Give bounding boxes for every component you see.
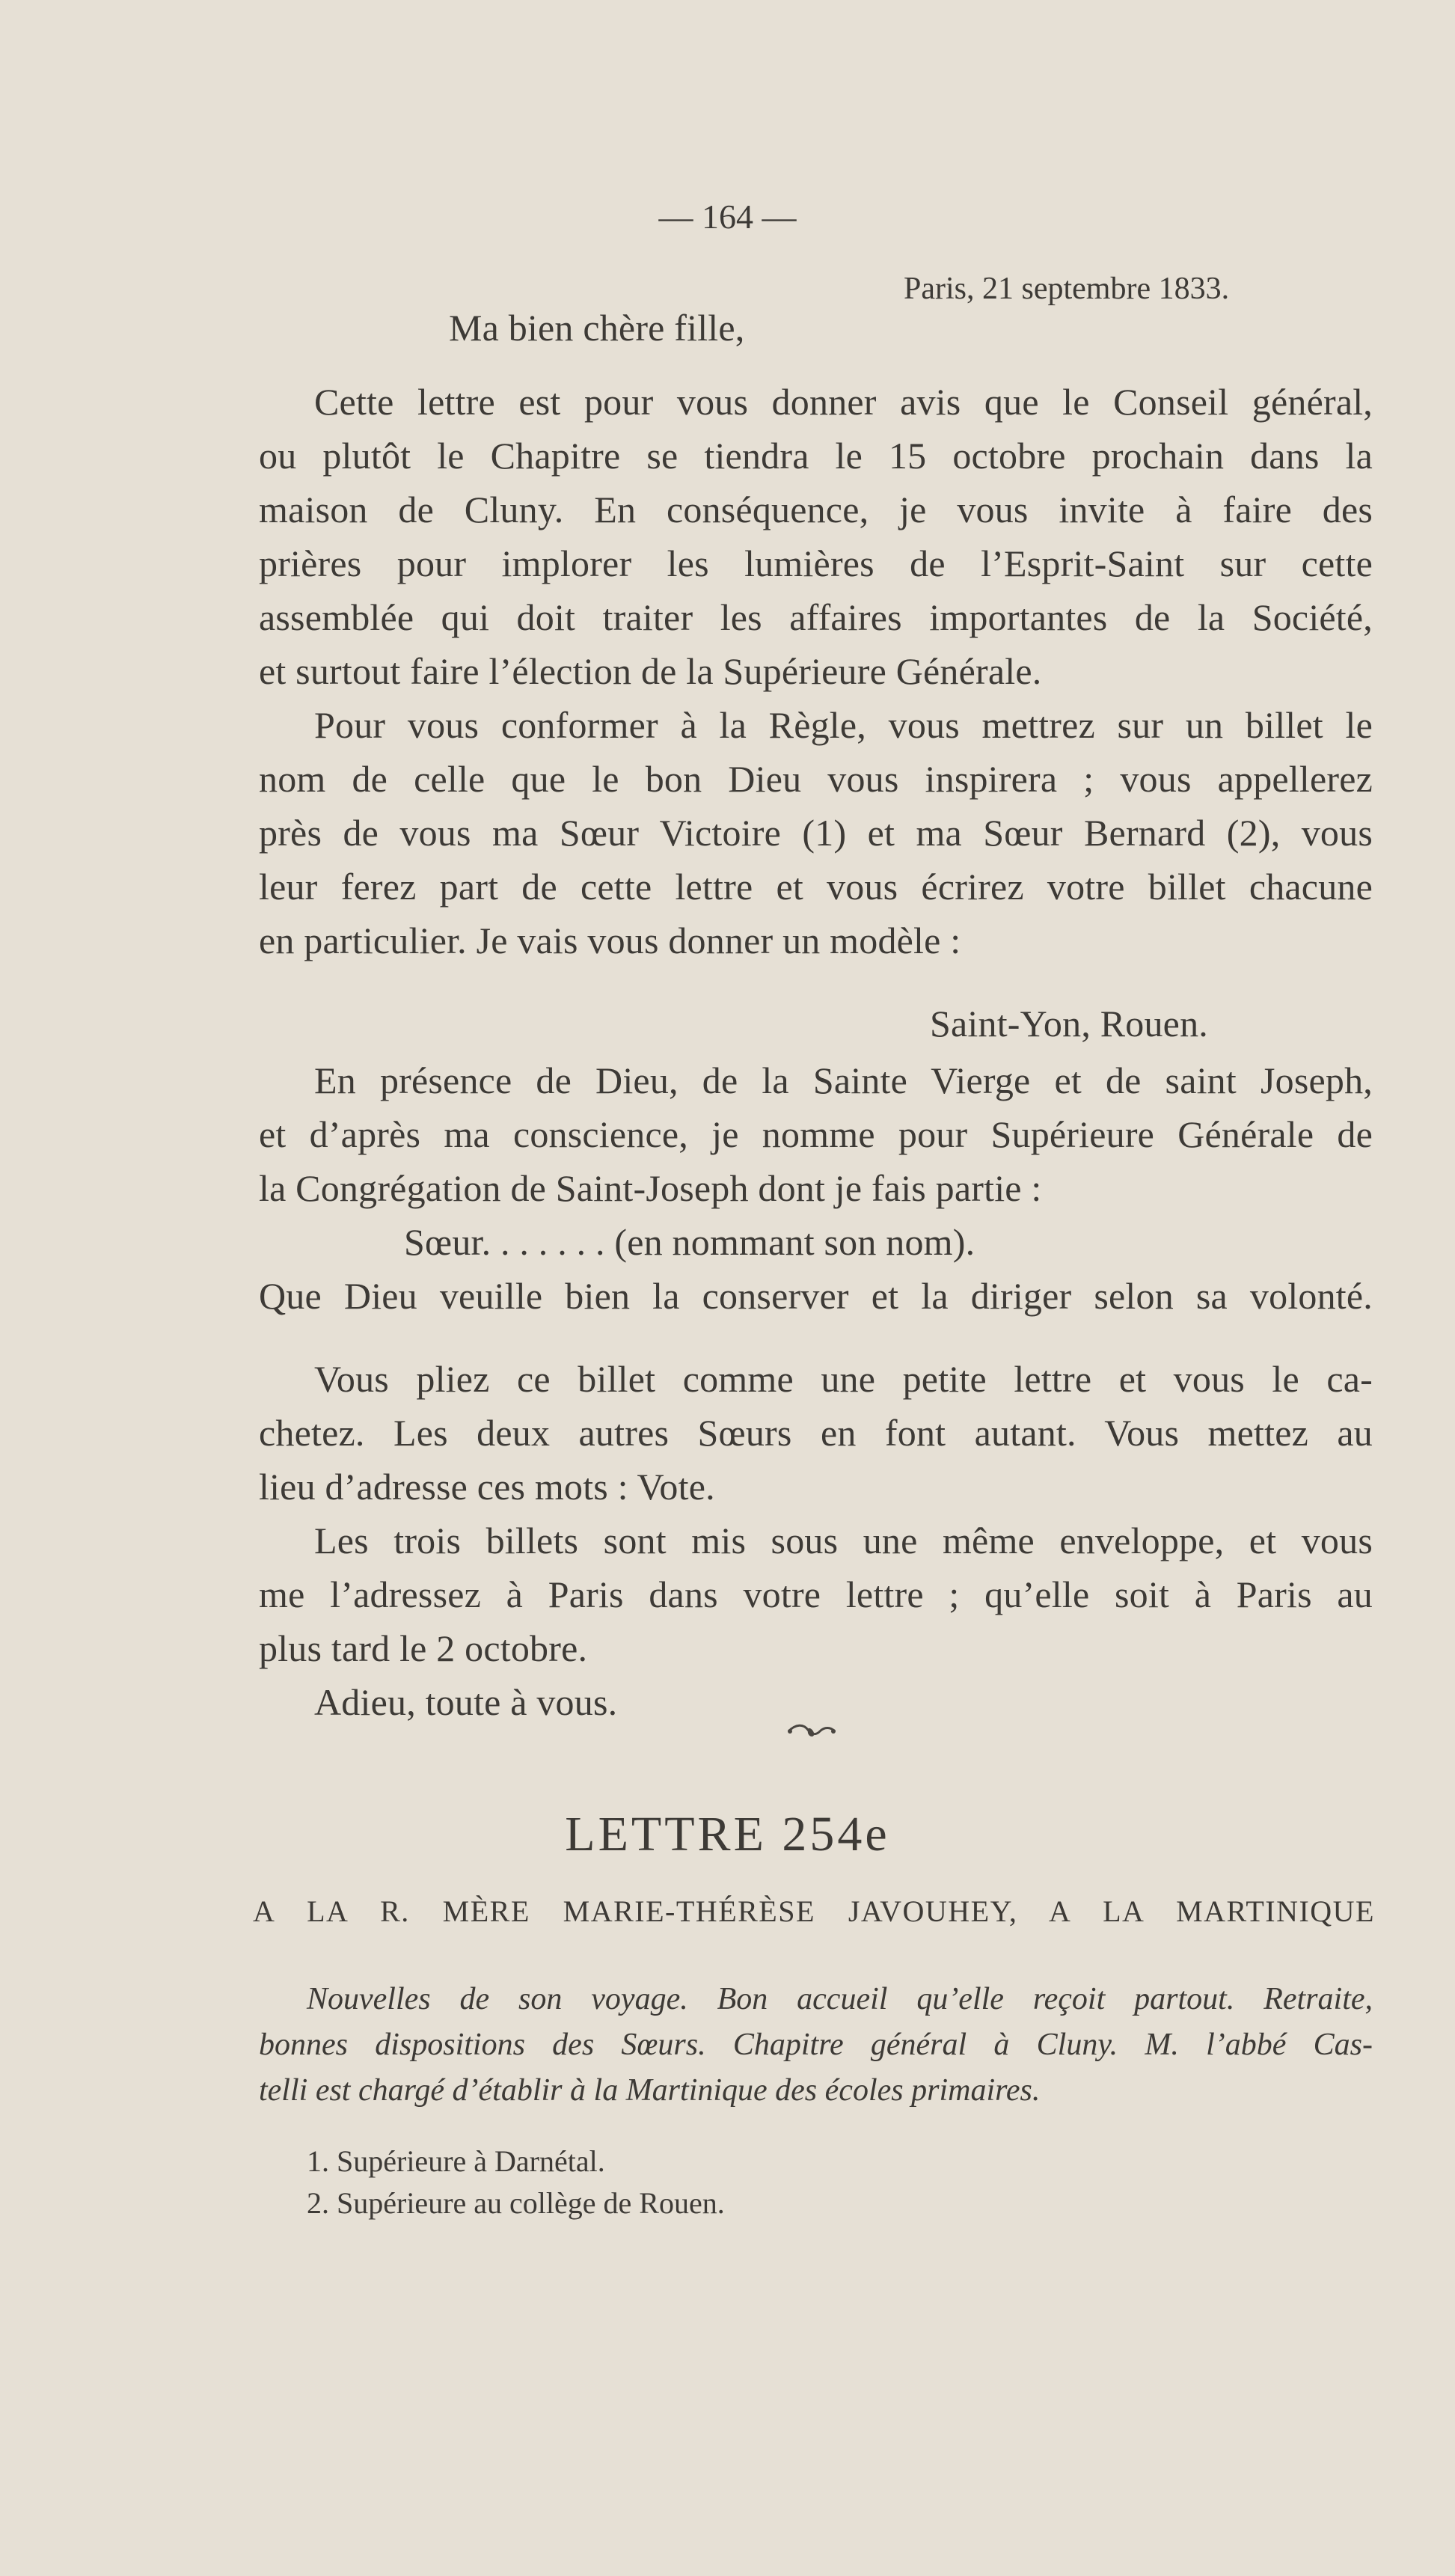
body-line: Pour vous conformer à la Règle, vous mettrez sur un billet le <box>314 704 1373 746</box>
fleuron-ornament-icon <box>785 1719 838 1742</box>
body-line: près de vous ma Sœur Victoire (1) et ma Sœur Bernard (2), vous <box>259 812 1373 854</box>
body-line: chetez. Les deux autres Sœurs en font autant. Vous mettez au <box>259 1412 1373 1454</box>
body-line: nom de celle que le bon Dieu vous inspirera ; vous appellerez <box>259 758 1373 800</box>
model-place: Saint-Yon, Rouen. <box>930 1003 1208 1044</box>
body-line: Vous pliez ce billet comme une petite lettre et vous le ca- <box>314 1358 1373 1400</box>
letter-title: LETTRE 254e <box>565 1807 890 1861</box>
letter-summary-line: telli est chargé d’établir à la Martinique des écoles primaires. <box>259 2073 1041 2108</box>
page-number: — 164 — <box>658 198 797 236</box>
letter-summary-line: Nouvelles de son voyage. Bon accueil qu’elle reçoit partout. Retraite, <box>307 1982 1373 2016</box>
body-line: la Congrégation de Saint-Joseph dont je fais partie : <box>259 1167 1042 1209</box>
body-line: ou plutôt le Chapitre se tiendra le 15 octobre prochain dans la <box>259 435 1373 477</box>
body-line: Les trois billets sont mis sous une même enveloppe, et vous <box>314 1520 1373 1561</box>
body-line: En présence de Dieu, de la Sainte Vierge et de saint Joseph, <box>314 1059 1373 1101</box>
body-line: prières pour implorer les lumières de l’Esprit-Saint sur cette <box>259 542 1373 584</box>
body-line: Que Dieu veuille bien la conserver et la diriger selon sa volonté. <box>259 1275 1373 1317</box>
footnote: 1. Supérieure à Darnétal. <box>307 2144 605 2178</box>
letter-recipient: A LA R. MÈRE MARIE-THÉRÈSE JAVOUHEY, A LA MARTINIQUE <box>253 1894 1375 1928</box>
body-line: et d’après ma conscience, je nomme pour Supérieure Générale de <box>259 1113 1373 1155</box>
body-line: plus tard le 2 octobre. <box>259 1627 588 1669</box>
body-line: maison de Cluny. En conséquence, je vous invite à faire des <box>259 489 1373 530</box>
letter-summary-line: bonnes dispositions des Sœurs. Chapitre général à Cluny. M. l’abbé Cas- <box>259 2028 1373 2062</box>
body-line: leur ferez part de cette lettre et vous écrirez votre billet chacune <box>259 866 1373 908</box>
body-line: me l’adressez à Paris dans votre lettre ; qu’elle soit à Paris au <box>259 1573 1373 1615</box>
body-line: assemblée qui doit traiter les affaires importantes de la Société, <box>259 596 1373 638</box>
body-line: Sœur. . . . . . . (en nommant son nom). <box>404 1221 975 1263</box>
body-line: lieu d’adresse ces mots : Vote. <box>259 1466 715 1508</box>
footnote: 2. Supérieure au collège de Rouen. <box>307 2186 725 2220</box>
body-line: Adieu, toute à vous. <box>314 1681 618 1723</box>
body-line: en particulier. Je vais vous donner un modèle : <box>259 920 961 961</box>
letter-place-date: Paris, 21 septembre 1833. <box>904 272 1230 306</box>
letter-salutation: Ma bien chère fille, <box>449 307 745 349</box>
body-line: Cette lettre est pour vous donner avis que le Conseil général, <box>314 381 1373 423</box>
body-line: et surtout faire l’élection de la Supérieure Générale. <box>259 650 1042 692</box>
